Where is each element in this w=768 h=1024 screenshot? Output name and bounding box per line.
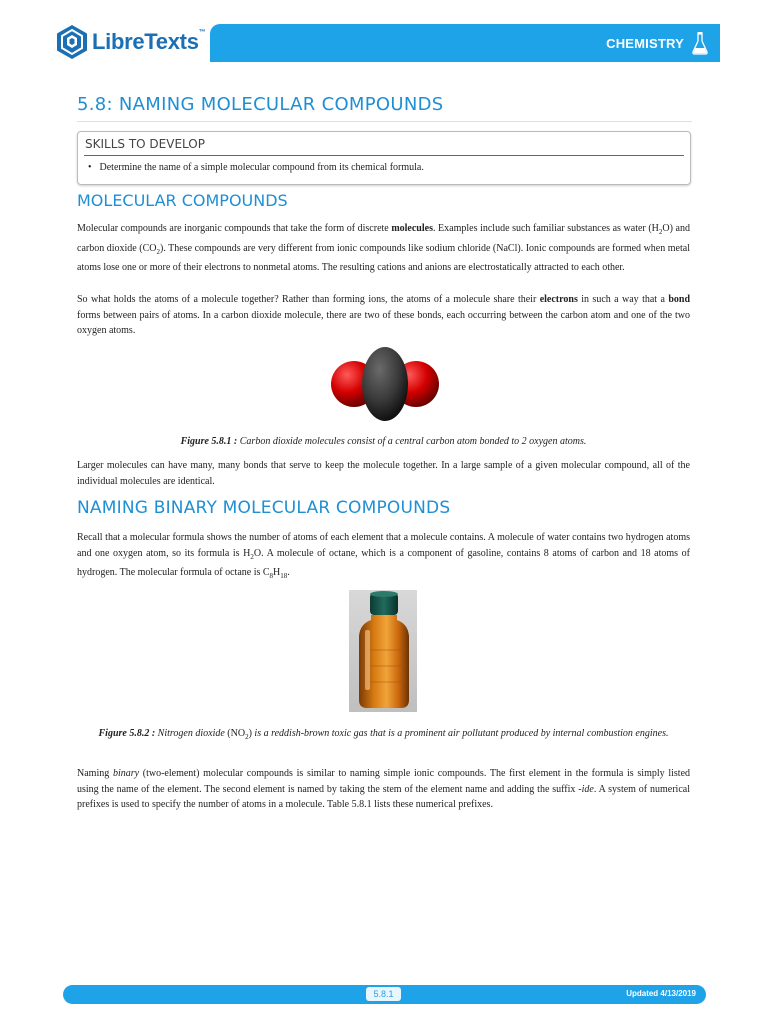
carbon-dioxide-molecule-image: [330, 346, 440, 422]
paragraph-atoms-held-together: So what holds the atoms of a molecule together? Rather than forming ions, the atoms of a molecule share their electrons in such a way that a bond forms between pairs of atoms. In a carbon dioxide molecule, there are two of these bonds, each occurring between the carbon atom and one of the two oxygen atoms.: [77, 294, 691, 336]
skills-heading: SKILLS TO DEVELOP: [85, 137, 205, 151]
title-divider: [77, 121, 692, 122]
page-footer: [63, 985, 706, 1004]
page-title: 5.8: NAMING MOLECULAR COMPOUNDS: [77, 94, 444, 115]
page-header: [0, 0, 768, 82]
skills-divider: [84, 155, 684, 156]
subject-label[interactable]: CHEMISTRY: [606, 36, 684, 51]
libretexts-logo[interactable]: [56, 24, 205, 60]
logo-text: LibreTexts™: [92, 29, 206, 54]
flask-icon: [692, 31, 708, 55]
skills-list-item: • Determine the name of a simple molecular compound from its chemical formula.: [88, 162, 424, 173]
paragraph-molecular-compounds: Molecular compounds are inorganic compounds that take the form of discrete molecules. Examples include such familiar substances as water $(H_2O)$ and carbon dioxide $(CO_2)$. These compounds are very different from ionic compounds like sodium chloride (NaCl). Ionic compounds are formed when metal atoms lose one or more of their electrons to nonmetal atoms. The resulting cations and anions are electrostatically attracted to each other.: [77, 223, 690, 273]
libretexts-logo-icon: [56, 24, 88, 60]
subject-banner: [210, 24, 720, 62]
figure-caption-1: Figure 5.8.1 : Carbon dioxide molecules consist of a central carbon atom bonded to 2 oxygen atoms.: [180, 436, 587, 447]
section-heading-molecular-compounds: MOLECULAR COMPOUNDS: [77, 191, 288, 210]
paragraph-larger-molecules: Larger molecules can have many, many bonds that serve to keep the molecule together. In a large sample of a given molecular compound, all of the individual molecules are identical.: [77, 460, 690, 487]
page-number: 5.8.1: [366, 987, 401, 1001]
section-heading-naming-binary: NAMING BINARY MOLECULAR COMPOUNDS: [77, 498, 451, 518]
skills-box: [77, 131, 691, 185]
figure-caption-2: Figure 5.8.2 : Nitrogen dioxide $(NO_2)$ is a reddish-brown toxic gas that is a prominent air pollutant produced by internal combustion engines.: [98, 728, 669, 741]
nitrogen-dioxide-bottle-image: [349, 590, 417, 712]
paragraph-molecular-formula: Recall that a molecular formula shows the number of atoms of each element that a molecule contains. A molecule of water contains two hydrogen atoms and one oxygen atom, so its formula is $H_2O$. A molecule of octane, which is a component of gasoline, contains 8 atoms of carbon and 18 atoms of hydrogen. The molecular formula of octane is $C_8H_{18}$.: [77, 532, 690, 580]
updated-date: Updated 4/13/2019: [626, 989, 696, 998]
paragraph-naming-binary: Naming binary (two-element) molecular compounds is similar to naming simple ionic compounds. The first element in the formula is simply listed using the name of the element. The second element is named by taking the stem of the element name and adding the suffix -ide. A system of numerical prefixes is used to specify the number of atoms in a molecule. Table 5.8.1 lists these numerical prefixes.: [77, 768, 691, 810]
